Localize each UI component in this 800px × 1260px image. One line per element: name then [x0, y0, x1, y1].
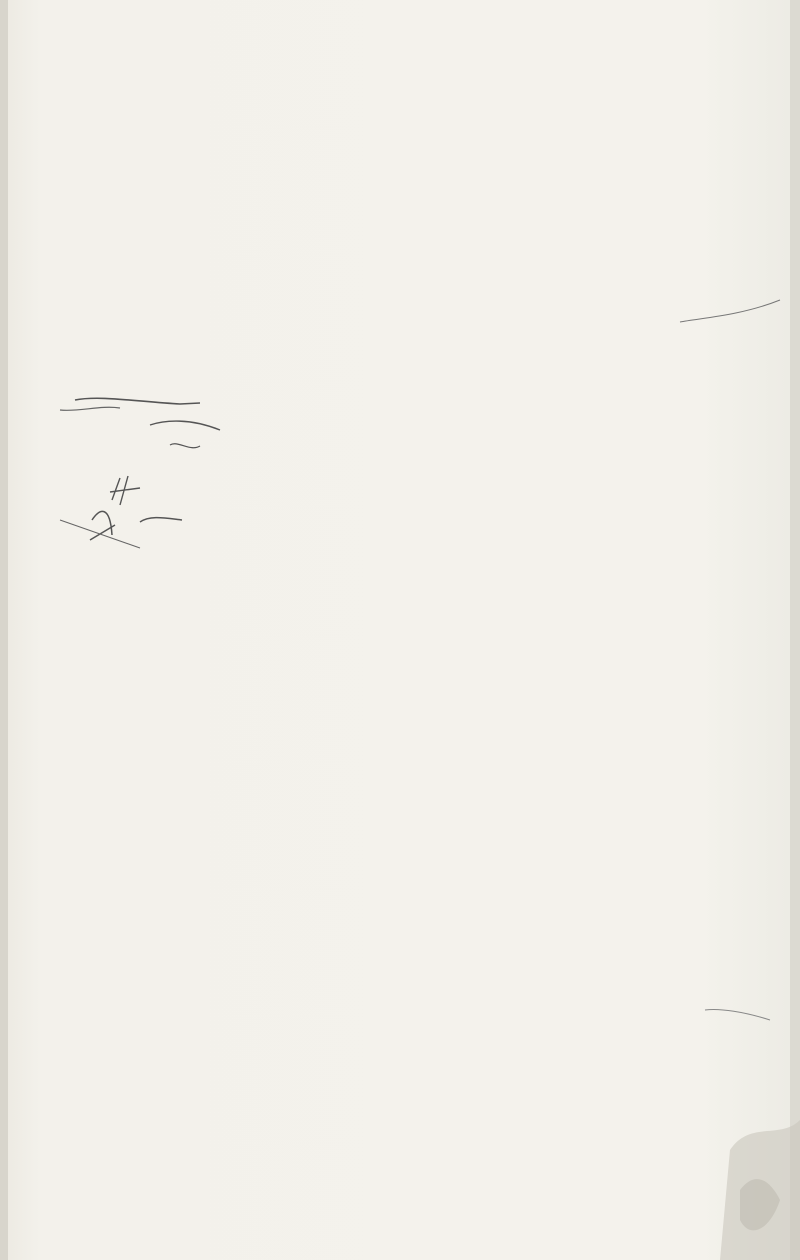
pencil-stroke	[680, 300, 780, 322]
pencil-stroke	[170, 444, 200, 448]
pencil-stroke	[60, 407, 120, 410]
pencil-stroke	[90, 511, 115, 540]
scan-edge-shading	[700, 0, 800, 1260]
pencil-stroke	[705, 1009, 770, 1020]
page-edge-shadow	[0, 0, 8, 1260]
pencil-stroke	[140, 518, 182, 522]
pencil-stroke	[110, 476, 140, 505]
pencil-stroke	[150, 421, 220, 430]
pencil-stroke	[60, 520, 140, 548]
pencil-stroke	[75, 398, 200, 404]
